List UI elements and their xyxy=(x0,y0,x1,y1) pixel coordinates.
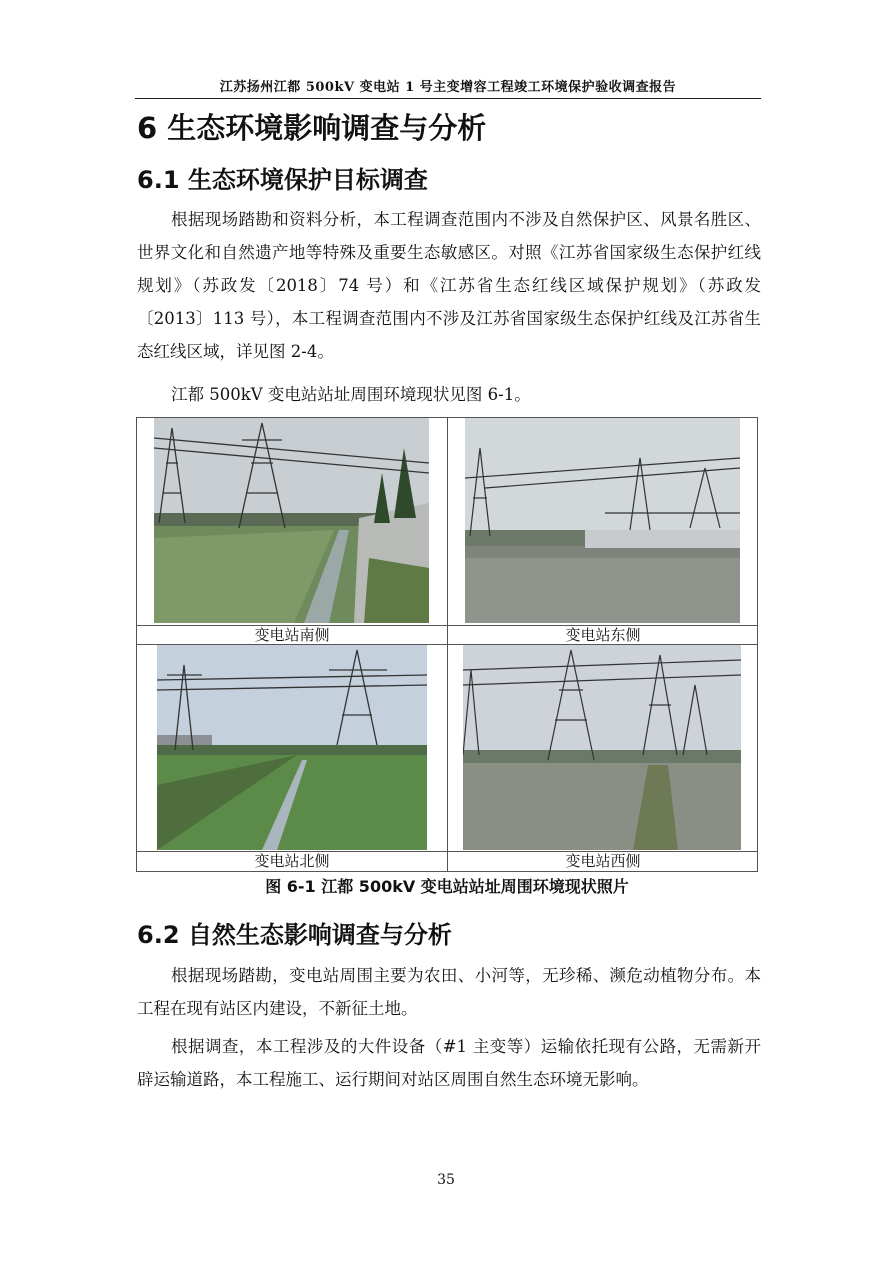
subsection-title-6-1: 6.1 生态环境保护目标调查 xyxy=(137,166,428,194)
paragraph-6-1-2: 江都 500kV 变电站站址周围环境现状见图 6-1。 xyxy=(171,385,531,404)
figure-photo-table xyxy=(136,417,758,872)
photo-substation-east xyxy=(465,418,740,623)
photo-substation-north xyxy=(157,645,427,850)
subsection-title-6-2: 6.2 自然生态影响调查与分析 xyxy=(137,921,452,949)
paragraph-6-2-2: 根据调查，本工程涉及的大件设备（#1 主变等）运输依托现有公路，无需新开辟运输道路，本工程施工、运行期间对站区周围自然生态环境无影响。 xyxy=(137,1037,761,1089)
photo-substation-south xyxy=(154,418,429,623)
report-header-title: 江苏扬州江都 500kV 变电站 1 号主变增容工程竣工环境保护验收调查报告 xyxy=(219,80,677,95)
paragraph-6-1-1: 根据现场踏勘和资料分析，本工程调查范围内不涉及自然保护区、风景名胜区、世界文化和自然遗产地等特殊及重要生态敏感区。对照《江苏省国家级生态保护红线规划》（苏政发〔2018〕74 号）和《江苏省生态红线区域保护规划》（苏政发〔2013〕113 号），本工程调查范围内不涉及江苏省国家级生态保护红线及江苏省生态红线区域，详见图 2-4。 xyxy=(137,210,761,361)
page-number: 35 xyxy=(437,1172,455,1188)
figure-title: 图 6-1 江都 500kV 变电站站址周围环境现状照片 xyxy=(265,877,629,896)
section-title: 6 生态环境影响调查与分析 xyxy=(137,111,487,145)
photo-caption-west: 变电站西侧 xyxy=(565,852,641,870)
photo-caption-north: 变电站北侧 xyxy=(254,852,330,870)
photo-caption-east: 变电站东侧 xyxy=(565,626,641,644)
header-rule xyxy=(135,98,761,99)
photo-caption-south: 变电站南侧 xyxy=(254,626,330,644)
paragraph-6-2-1: 根据现场踏勘，变电站周围主要为农田、小河等，无珍稀、濒危动植物分布。本工程在现有站区内建设，不新征土地。 xyxy=(137,966,761,1018)
photo-substation-west xyxy=(463,645,741,850)
